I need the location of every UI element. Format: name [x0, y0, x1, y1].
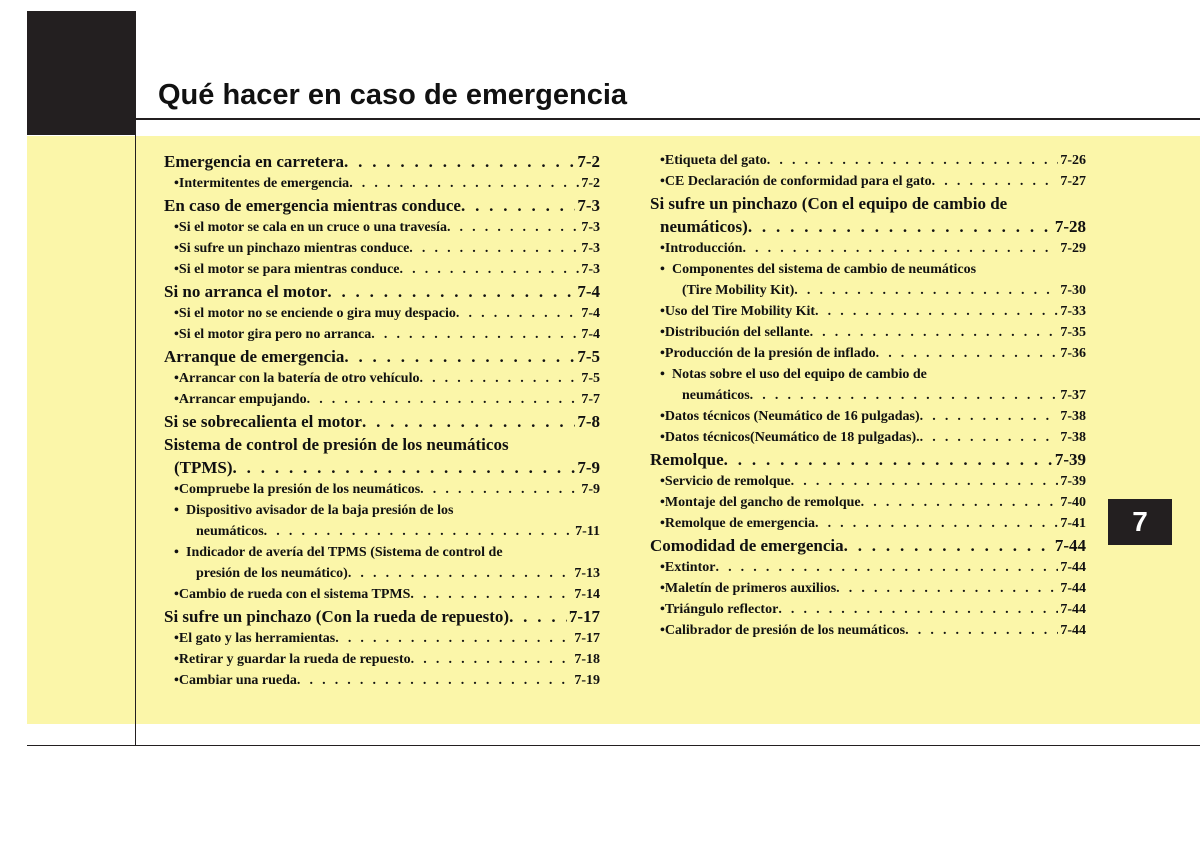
page-number: 7-3: [577, 196, 600, 215]
bullet-icon: •: [174, 545, 179, 560]
dot-leader: [335, 628, 572, 649]
toc-subsection-entry[interactable]: [650, 599, 1086, 620]
dot-leader: [344, 345, 575, 368]
bullet-icon: •: [660, 581, 665, 596]
toc-subsection-entry[interactable]: [650, 492, 1086, 513]
toc-subsection-entry[interactable]: [164, 303, 600, 324]
toc-section-entry[interactable]: [650, 448, 1086, 471]
toc-subsection-entry[interactable]: [164, 521, 600, 542]
toc-section-title: Remolque: [650, 450, 724, 469]
toc-subsection-title-cont: neumáticos: [196, 524, 264, 539]
toc-subsection-title: Datos técnicos(Neumático de 18 pulgadas).: [664, 430, 920, 445]
page-number: 7-9: [581, 482, 600, 497]
toc-section-title: Si sufre un pinchazo (Con la rueda de repuesto): [164, 607, 510, 626]
dot-leader: [509, 605, 567, 628]
dot-leader: [456, 303, 579, 324]
toc-subsection-title-cont: (Tire Mobility Kit): [682, 283, 795, 298]
bullet-icon: •: [660, 474, 665, 489]
toc-subsection-title: Distribución del sellante: [664, 325, 810, 340]
toc-subsection-title: Indicador de avería del TPMS (Sistema de control de: [186, 545, 503, 560]
page-number: 7-44: [1060, 581, 1086, 596]
title-rule: [136, 118, 1200, 120]
toc-subsection-title: Si sufre un pinchazo mientras conduce: [178, 241, 410, 256]
bullet-icon: •: [660, 623, 665, 638]
page-number: 7-18: [574, 652, 600, 667]
toc-section-title: En caso de emergencia mientras conduce: [164, 196, 461, 215]
toc-section-entry[interactable]: [164, 410, 600, 433]
bullet-icon: •: [174, 306, 179, 321]
page-number: 7-19: [574, 673, 600, 688]
chapter-number-tab[interactable]: 7: [1108, 499, 1172, 545]
toc-section-title-cont: neumáticos): [660, 217, 748, 236]
page-number: 7-44: [1060, 602, 1086, 617]
dot-leader: [876, 343, 1059, 364]
toc-section-title: Arranque de emergencia: [164, 347, 345, 366]
bullet-icon: •: [174, 220, 179, 235]
page-number: 7-2: [581, 176, 600, 191]
page-number: 7-35: [1060, 325, 1086, 340]
dot-leader: [409, 238, 579, 259]
page-number: 7-39: [1060, 474, 1086, 489]
toc-subsection-title: Si el motor no se enciende o gira muy despacio: [178, 306, 456, 321]
page-number: 7-26: [1060, 153, 1086, 168]
toc-subsection-title: Arrancar con la batería de otro vehículo: [178, 371, 420, 386]
page-number: 7-28: [1054, 217, 1086, 236]
toc-subsection-entry[interactable]: [164, 670, 600, 691]
toc-section-title: Comodidad de emergencia: [650, 536, 844, 555]
toc-subsection-title: Servicio de remolque: [664, 474, 791, 489]
toc-subsection-title: Retirar y guardar la rueda de repuesto: [178, 652, 411, 667]
bullet-icon: •: [174, 652, 179, 667]
bullet-icon: •: [174, 262, 179, 277]
page-number: 7-37: [1060, 388, 1086, 403]
toc-subsection-entry[interactable]: [164, 368, 600, 389]
toc-subsection-title: Montaje del gancho de remolque: [664, 495, 861, 510]
toc-subsection-title: Si el motor se para mientras conduce: [178, 262, 400, 277]
page-number: 7-13: [574, 566, 600, 581]
bullet-icon: •: [174, 392, 179, 407]
toc-section-title-cont: (TPMS): [174, 458, 233, 477]
dot-leader: [724, 448, 1053, 471]
toc-section-line[interactable]: [650, 192, 1086, 215]
dot-leader: [349, 173, 579, 194]
toc-section-entry[interactable]: [164, 194, 600, 217]
dot-leader: [794, 280, 1058, 301]
page-number: 7-3: [581, 262, 600, 277]
page-number: 7-5: [577, 347, 600, 366]
page-number: 7-41: [1060, 516, 1086, 531]
page-number: 7-4: [577, 282, 600, 301]
page-number: 7-3: [581, 220, 600, 235]
bullet-icon: •: [174, 587, 179, 602]
toc-subsection-entry[interactable]: [650, 385, 1086, 406]
dot-leader: [264, 521, 573, 542]
toc-subsection-entry[interactable]: [164, 173, 600, 194]
toc-subsection-title: Dispositivo avisador de la baja presión de los: [186, 503, 454, 518]
page-number: 7-27: [1060, 174, 1086, 189]
page-number: 7-17: [568, 607, 600, 626]
dot-leader: [836, 578, 1058, 599]
dot-leader: [905, 620, 1058, 641]
toc-subsection-line[interactable]: [650, 259, 1086, 280]
toc-subsection-entry[interactable]: [164, 389, 600, 410]
toc-section-entry[interactable]: [164, 345, 600, 368]
toc-subsection-title: Producción de la presión de inflado: [664, 346, 876, 361]
bullet-icon: •: [660, 602, 665, 617]
toc-subsection-entry[interactable]: [164, 259, 600, 280]
page-number: 7-5: [581, 371, 600, 386]
bullet-icon: •: [174, 631, 179, 646]
page-number: 7-11: [575, 524, 600, 539]
bullet-icon: •: [174, 673, 179, 688]
toc-subsection-title: Uso del Tire Mobility Kit: [664, 304, 816, 319]
dot-leader: [810, 322, 1059, 343]
page-number: 7-4: [581, 306, 600, 321]
toc-section-title: Emergencia en carretera: [164, 152, 344, 171]
bullet-icon: •: [174, 503, 179, 518]
dot-leader: [920, 406, 1059, 427]
footer-rule: [27, 745, 1200, 746]
toc-section-entry[interactable]: [164, 605, 600, 628]
dot-leader: [861, 492, 1059, 513]
bullet-icon: •: [174, 176, 179, 191]
page-number: 7-8: [577, 412, 600, 431]
toc-subsection-entry[interactable]: [164, 649, 600, 670]
toc-subsection-title: Etiqueta del gato: [664, 153, 767, 168]
dot-leader: [748, 215, 1053, 238]
dot-leader: [410, 584, 572, 605]
toc-subsection-title: El gato y las herramientas: [178, 631, 336, 646]
dot-leader: [233, 456, 576, 479]
dot-leader: [344, 150, 575, 173]
bullet-icon: •: [660, 516, 665, 531]
toc-subsection-entry[interactable]: [650, 406, 1086, 427]
toc-section-entry[interactable]: [650, 215, 1086, 238]
dot-leader: [778, 599, 1058, 620]
page-number: 7-29: [1060, 241, 1086, 256]
margin-line: [135, 11, 136, 746]
bullet-icon: •: [174, 327, 179, 342]
page-number: 7-44: [1060, 560, 1086, 575]
toc-section-entry[interactable]: [164, 280, 600, 303]
bullet-icon: •: [174, 482, 179, 497]
toc-subsection-entry[interactable]: [650, 238, 1086, 259]
page-number: 7-36: [1060, 346, 1086, 361]
page-number: 7-14: [574, 587, 600, 602]
bullet-icon: •: [660, 346, 665, 361]
dot-leader: [400, 259, 580, 280]
page-number: 7-44: [1060, 623, 1086, 638]
toc-section-line[interactable]: [164, 433, 600, 456]
page-number: 7-9: [577, 458, 600, 477]
toc-subsection-title: Cambiar una rueda: [178, 673, 297, 688]
dot-leader: [419, 368, 579, 389]
dot-leader: [307, 389, 580, 410]
toc-subsection-entry[interactable]: [164, 628, 600, 649]
toc-subsection-line[interactable]: [650, 364, 1086, 385]
toc-section-title: Si se sobrecalienta el motor: [164, 412, 362, 431]
dot-leader: [362, 410, 575, 433]
dot-leader: [932, 171, 1059, 192]
dot-leader: [815, 513, 1058, 534]
dot-leader: [371, 324, 579, 345]
toc-column-left: [164, 150, 600, 691]
toc-subsection-entry[interactable]: [650, 513, 1086, 534]
toc-subsection-title: Remolque de emergencia: [664, 516, 815, 531]
page-number: 7-17: [574, 631, 600, 646]
dot-leader: [297, 670, 572, 691]
page-number: 7-33: [1060, 304, 1086, 319]
dot-leader: [420, 479, 579, 500]
bullet-icon: •: [660, 241, 665, 256]
dot-leader: [791, 471, 1059, 492]
dot-leader: [844, 534, 1053, 557]
toc-subsection-entry[interactable]: [164, 324, 600, 345]
toc-subsection-title: Cambio de rueda con el sistema TPMS: [178, 587, 411, 602]
dot-leader: [750, 385, 1059, 406]
toc-subsection-title: Introducción: [664, 241, 743, 256]
toc-section-entry[interactable]: [650, 534, 1086, 557]
toc-subsection-line[interactable]: [164, 542, 600, 563]
page-number: 7-3: [581, 241, 600, 256]
toc-subsection-title: Compruebe la presión de los neumáticos: [178, 482, 421, 497]
toc-subsection-entry[interactable]: [650, 322, 1086, 343]
toc-subsection-title-cont: neumáticos: [682, 388, 750, 403]
bullet-icon: •: [660, 325, 665, 340]
dot-leader: [715, 557, 1058, 578]
bullet-icon: •: [660, 367, 665, 382]
toc-subsection-title: Extintor: [664, 560, 716, 575]
toc-subsection-title: Triángulo reflector: [664, 602, 779, 617]
toc-subsection-title: Arrancar empujando: [178, 392, 307, 407]
toc-subsection-entry[interactable]: [650, 150, 1086, 171]
toc-subsection-entry[interactable]: [164, 563, 600, 584]
page-number: 7-39: [1054, 450, 1086, 469]
toc-subsection-entry[interactable]: [164, 217, 600, 238]
toc-subsection-title: Si el motor gira pero no arranca: [178, 327, 372, 342]
toc-subsection-title: Maletín de primeros auxilios: [664, 581, 837, 596]
dot-leader: [742, 238, 1058, 259]
toc-section-entry[interactable]: [164, 150, 600, 173]
toc-subsection-entry[interactable]: [650, 280, 1086, 301]
toc-subsection-title: Datos técnicos (Neumático de 16 pulgadas): [664, 409, 920, 424]
toc-subsection-entry[interactable]: [650, 301, 1086, 322]
toc-subsection-entry[interactable]: [650, 343, 1086, 364]
toc-subsection-entry[interactable]: [650, 578, 1086, 599]
bullet-icon: •: [174, 241, 179, 256]
bullet-icon: •: [660, 304, 665, 319]
dot-leader: [327, 280, 575, 303]
dot-leader: [447, 217, 579, 238]
page-number: 7-40: [1060, 495, 1086, 510]
page-number: 7-7: [581, 392, 600, 407]
dot-leader: [815, 301, 1058, 322]
toc-subsection-entry[interactable]: [650, 171, 1086, 192]
toc-subsection-entry[interactable]: [164, 584, 600, 605]
toc-subsection-line[interactable]: [164, 500, 600, 521]
toc-subsection-title: Si el motor se cala en un cruce o una travesía: [178, 220, 447, 235]
bullet-icon: •: [660, 153, 665, 168]
toc-section-title: Sistema de control de presión de los neumáticos: [164, 435, 509, 454]
toc-subsection-entry[interactable]: [650, 427, 1086, 448]
toc-subsection-entry[interactable]: [650, 557, 1086, 578]
dot-leader: [348, 563, 573, 584]
toc-subsection-title: Calibrador de presión de los neumáticos: [664, 623, 906, 638]
toc-subsection-entry[interactable]: [164, 479, 600, 500]
dot-leader: [461, 194, 575, 217]
bullet-icon: •: [174, 371, 179, 386]
toc-subsection-title: Notas sobre el uso del equipo de cambio de: [672, 367, 927, 382]
toc-section-title: Si no arranca el motor: [164, 282, 328, 301]
toc-subsection-entry[interactable]: [650, 471, 1086, 492]
toc-subsection-title-cont: presión de los neumático): [196, 566, 348, 581]
bullet-icon: •: [660, 430, 665, 445]
toc-section-title: Si sufre un pinchazo (Con el equipo de cambio de: [650, 194, 1008, 213]
toc-subsection-title: CE Declaración de conformidad para el gato: [664, 174, 932, 189]
toc-subsection-title: Intermitentes de emergencia: [178, 176, 350, 191]
page-number: 7-38: [1060, 430, 1086, 445]
toc-subsection-title: Componentes del sistema de cambio de neumáticos: [672, 262, 977, 277]
dot-leader: [767, 150, 1059, 171]
bullet-icon: •: [660, 409, 665, 424]
dot-leader: [920, 427, 1059, 448]
page-number: 7-44: [1054, 536, 1086, 555]
page-title: Qué hacer en caso de emergencia: [158, 79, 628, 111]
toc-column-right: [650, 150, 1086, 641]
bullet-icon: •: [660, 560, 665, 575]
bullet-icon: •: [660, 174, 665, 189]
page-number: 7-2: [577, 152, 600, 171]
page-number: 7-4: [581, 327, 600, 342]
dot-leader: [411, 649, 573, 670]
bullet-icon: •: [660, 262, 665, 277]
toc-subsection-entry[interactable]: [650, 620, 1086, 641]
bullet-icon: •: [660, 495, 665, 510]
page-number: 7-38: [1060, 409, 1086, 424]
toc-subsection-entry[interactable]: [164, 238, 600, 259]
chapter-header-block: [27, 11, 136, 135]
toc-section-entry[interactable]: [164, 456, 600, 479]
page-number: 7-30: [1060, 283, 1086, 298]
